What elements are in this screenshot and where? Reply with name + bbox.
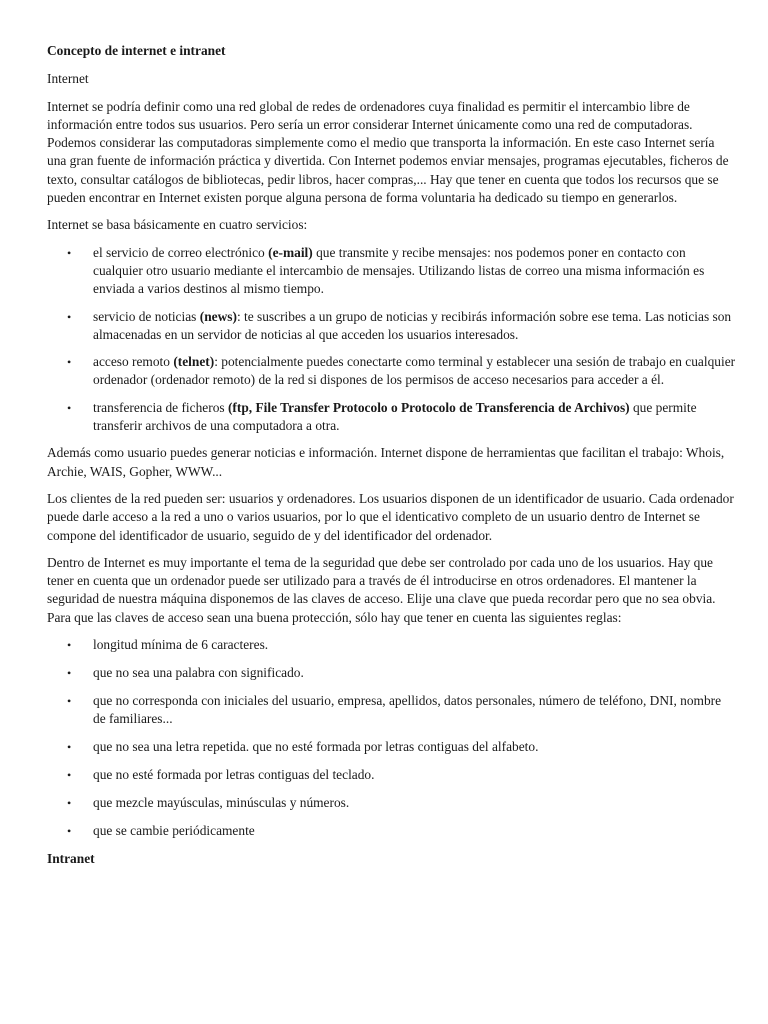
services-list	[47, 244, 737, 436]
item-text: : potencialmente puedes conectarte como terminal y establecer una sesión de trabajo en cualquier ordenador (ordenador remoto) de la red si dispones de los permisos de acceso necesarios para acceder a él.	[93, 354, 736, 388]
item-term: (ftp, File Transfer Protocolo o Protocolo de Transferencia de Archivos)	[227, 399, 630, 415]
item-text: que transmite y recibe mensajes: nos podemos poner en contacto con cualquier otro usuario mediante el intercambio de mensajes. Utilizando listas de correo una misma información es enviada a varios destinos al mismo tiempo.	[93, 244, 705, 297]
list-item: • que mezcle mayúsculas, minúsculas y números.	[47, 794, 737, 812]
list-item-telnet	[47, 353, 737, 390]
item-term: (news)	[199, 308, 237, 324]
paragraph-clients: Los clientes de la red pueden ser: usuarios y ordenadores. Los usuarios disponen de un identificador de usuario. Cada ordenador puede darle acceso a la red a uno o varios usuarios, por lo que el identicativo completo de un usuario dentro de Internet se compone del identificador de usuario, seguido de y del identificador del ordenador.	[47, 490, 734, 543]
list-item: • que se cambie periódicamente	[47, 822, 737, 840]
section-heading-internet: Internet	[47, 71, 89, 87]
list-item: • longitud mínima de 6 caracteres.	[47, 636, 737, 654]
list-item-email	[47, 244, 737, 299]
list-item: • que no sea una palabra con significado.	[47, 664, 737, 682]
paragraph-security: Dentro de Internet es muy importante el tema de la seguridad que debe ser controlado por cada uno de los usuarios. Hay que tener en cuenta que un ordenador puede ser utilizado para a través de él introducirse en otros ordenadores. El mantener la seguridad de nuestra máquina disponemos de las claves de acceso. Elije una clave que pueda recordar pero que no sea obvia. Para que las claves de acceso sean una buena protección, sólo hay que tener en cuenta las siguientes reglas:	[47, 554, 716, 625]
item-text: el servicio de correo electrónico	[93, 244, 269, 260]
document-body	[47, 42, 737, 868]
list-item: • que no esté formada por letras contiguas del teclado.	[47, 766, 737, 784]
item-text: que permite transferir archivos de una computadora a otra.	[93, 399, 697, 434]
item-term: (telnet)	[173, 354, 215, 370]
item-text: servicio de noticias	[93, 308, 200, 324]
item-text: : te suscribes a un grupo de noticias y recibirás información sobre ese tema. Las noticias son almacenadas en un servidor de noticias al que acceden los usuarios interesados.	[93, 308, 732, 342]
password-rules-list	[47, 636, 737, 840]
item-term: (e-mail)	[268, 244, 313, 260]
paragraph-tools: Además como usuario puedes generar noticias e información. Internet dispone de herramientas que facilitan el trabajo: Whois, Archie, WAIS, Gopher, WWW...	[47, 445, 725, 479]
item-text: transferencia de ficheros	[93, 399, 228, 415]
paragraph-internet-definition: Internet se podría definir como una red global de redes de ordenadores cuya finalidad es permitir el intercambio libre de información entre todos sus usuarios. Pero sería un error considerar Internet únicamente como una red de computadoras. Podemos considerar las computadoras simplemente como el medio que transporta la información. En este caso Internet sería una gran fuente de información práctica y divertida. Con Internet podemos enviar mensajes, programas ejecutables, ficheros de texto, consultar catálogos de bibliotecas, pedir libros, hacer compras,... Hay que tener en cuenta que todos los recursos que se pueden encontrar en Internet existen porque alguna persona de forma voluntaria ha dedicado su tiempo en generarlos.	[47, 98, 729, 206]
list-item: • que no sea una letra repetida. que no esté formada por letras contiguas del alfabeto.	[47, 738, 737, 756]
list-item: • que no corresponda con iniciales del usuario, empresa, apellidos, datos personales, número de teléfono, DNI, nombre de familiares...	[47, 692, 737, 729]
document-title: Concepto de internet e intranet	[47, 43, 226, 58]
list-item-ftp	[47, 399, 737, 436]
paragraph-services-intro: Internet se basa básicamente en cuatro servicios:	[47, 217, 308, 233]
section-heading-intranet: Intranet	[47, 850, 95, 866]
list-item-news	[47, 308, 737, 345]
item-text: acceso remoto	[93, 354, 174, 370]
